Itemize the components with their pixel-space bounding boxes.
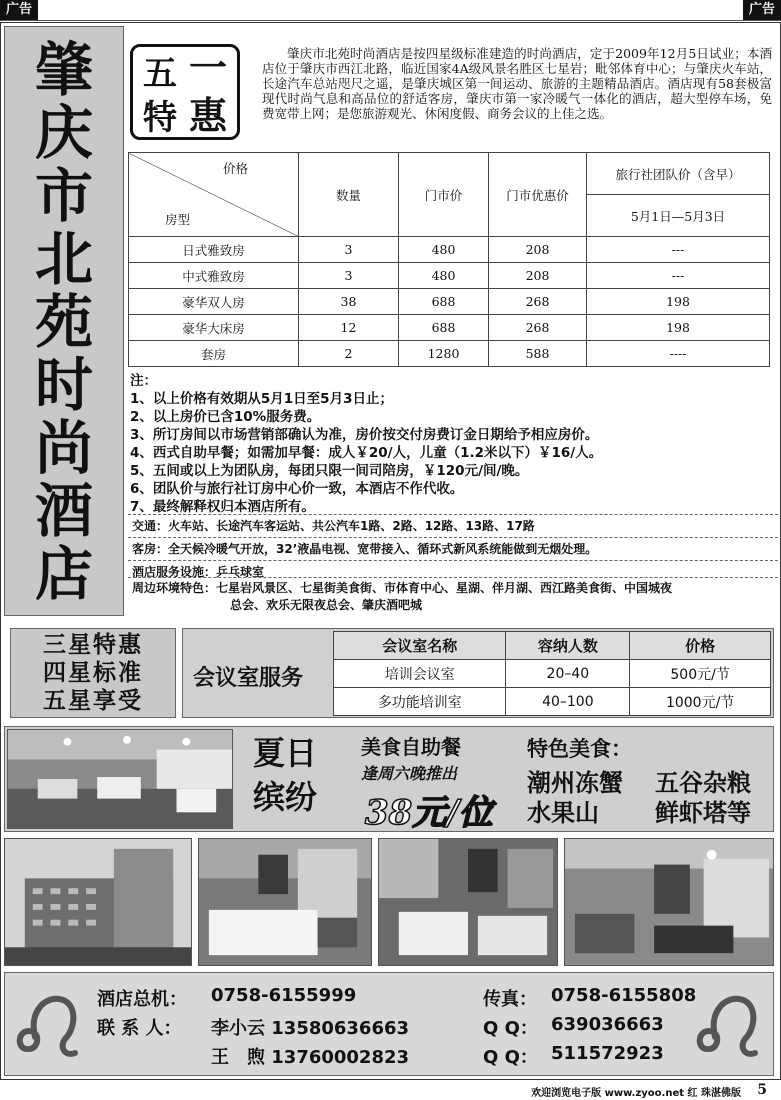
col-group-date: 5月1日—5月3日 <box>587 195 770 237</box>
twin-room-photo <box>378 838 558 966</box>
summer-title-line1: 夏日 <box>253 734 318 772</box>
dashed-divider <box>128 577 778 578</box>
qq-label: Q Q： <box>483 1018 538 1039</box>
cell-discount: 268 <box>489 315 587 341</box>
cell-room-type: 日式雅致房 <box>129 237 299 263</box>
meeting-col-name: 会议室名称 <box>334 632 506 660</box>
table-row <box>129 237 770 263</box>
table-row <box>129 315 770 341</box>
specialty-label: 特色美食： <box>527 737 632 761</box>
contact-person-2: 王 煦 13760002823 <box>211 1047 410 1068</box>
cell-rack: 480 <box>399 263 489 289</box>
fax-number: 0758-6155808 <box>551 985 697 1006</box>
cell-room-type: 套房 <box>129 341 299 367</box>
cell-room-type: 豪华双人房 <box>129 289 299 315</box>
title-char: 店 <box>34 540 93 608</box>
badge-char: 一 <box>189 46 228 90</box>
star-slogans <box>10 628 176 718</box>
footer-text: 欢迎浏览电子版 www.zyoo.net 红 珠湛佛版 <box>531 1088 741 1099</box>
cell-room-type: 豪华大床房 <box>129 315 299 341</box>
note-item: 6、团队价与旅行社订房中心价一致，本酒店不作代收。 <box>130 481 464 497</box>
surroundings-line: 周边环境特色：七星岩风景区、七星街美食街、市体育中心、星湖、伴月湖、西江路美食街、中国城夜 <box>132 581 673 595</box>
note-item: 2、以上房价已含10%服务费。 <box>130 409 321 425</box>
food-item: 鲜虾塔等 <box>655 799 751 827</box>
note-item: 4、西式自助早餐；如需加早餐：成人￥20/人，儿童（1.2米以下）￥16/人。 <box>130 445 603 461</box>
cell-group: --- <box>587 263 770 289</box>
slogan-line: 四星标准 <box>43 660 143 686</box>
cell-discount: 208 <box>489 237 587 263</box>
food-item: 潮州冻蟹 <box>527 769 623 797</box>
qq-number-1: 639036663 <box>551 1014 664 1035</box>
note-item: 1、以上价格有效期从5月1日至5月3日止； <box>130 391 393 407</box>
restaurant-photo <box>7 729 233 829</box>
leo-symbol-icon <box>15 991 89 1061</box>
dashed-divider <box>128 514 778 515</box>
cell-qty: 2 <box>299 341 399 367</box>
cell-discount: 268 <box>489 289 587 315</box>
cell-group: 198 <box>587 315 770 341</box>
notes-block <box>130 372 770 516</box>
cell-group: 198 <box>587 289 770 315</box>
cell-rack: 1280 <box>399 341 489 367</box>
corner-price-label: 价格 <box>222 161 248 176</box>
notes-heading: 注： <box>130 373 157 389</box>
col-group: 旅行社团队价（含早） <box>587 153 770 195</box>
guest-room-photo <box>198 838 372 966</box>
col-qty: 数量 <box>299 153 399 237</box>
badge-char: 惠 <box>189 94 228 138</box>
badge-char: 特 <box>143 98 177 138</box>
meeting-cell-price: 1000元/节 <box>630 688 771 716</box>
table-row <box>129 289 770 315</box>
title-char: 北 <box>34 225 93 293</box>
title-char: 肇 <box>34 36 93 104</box>
ad-label-left: 广告 <box>0 0 38 20</box>
cell-qty: 3 <box>299 237 399 263</box>
dashed-divider <box>128 560 778 561</box>
hotline-label: 酒店总机： <box>97 989 187 1010</box>
meeting-cell-price: 500元/节 <box>630 660 771 688</box>
col-discount: 门市优惠价 <box>489 153 587 237</box>
corner-room-label: 房型 <box>165 212 191 227</box>
cell-rack: 688 <box>399 289 489 315</box>
room-price-table <box>128 152 770 367</box>
meeting-col-price: 价格 <box>630 632 771 660</box>
may-day-badge <box>130 44 240 140</box>
top-rule <box>0 20 781 21</box>
title-char: 市 <box>34 162 93 230</box>
title-char: 尚 <box>34 414 93 482</box>
facility-info: 酒店服务设施：乒乓球室 <box>132 565 265 579</box>
qq-number-2: 511572923 <box>551 1043 664 1064</box>
table-row <box>334 660 771 688</box>
food-item: 水果山 <box>527 799 599 827</box>
surroundings-line: 总会、欢乐无限夜总会、肇庆酒吧城 <box>230 598 423 612</box>
cell-qty: 3 <box>299 263 399 289</box>
meeting-title: 会议室服务 <box>193 666 304 691</box>
cell-qty: 38 <box>299 289 399 315</box>
meeting-cell-name: 多功能培训室 <box>334 688 506 716</box>
note-item: 5、五间或以上为团队房，每团只限一间司陪房，￥120元/间/晚。 <box>130 463 529 479</box>
title-char: 苑 <box>34 288 93 356</box>
contact-box <box>4 972 774 1076</box>
page-number: 5 <box>757 1082 767 1098</box>
contact-person-1: 李小云 13580636663 <box>211 1018 410 1039</box>
cell-group: --- <box>587 237 770 263</box>
col-rack: 门市价 <box>399 153 489 237</box>
summer-buffet-banner <box>4 726 774 832</box>
corner-header-cell <box>129 153 299 237</box>
meeting-header-row <box>334 632 771 660</box>
buffet-label: 美食自助餐 <box>361 735 461 759</box>
title-char: 酒 <box>34 477 93 545</box>
meeting-col-capacity: 容纳人数 <box>506 632 630 660</box>
meeting-table <box>333 631 771 716</box>
cell-discount: 208 <box>489 263 587 289</box>
note-item: 7、最终解释权归本酒店所有。 <box>130 499 315 515</box>
cell-discount: 588 <box>489 341 587 367</box>
slogan-line: 三星特惠 <box>43 632 143 658</box>
title-char: 庆 <box>34 99 93 167</box>
badge-char: 五 <box>143 54 177 94</box>
ad-label-right: 广告 <box>743 0 781 20</box>
slogan-line: 五星享受 <box>43 688 143 714</box>
meeting-cell-capacity: 20–40 <box>506 660 630 688</box>
meeting-cell-name: 培训会议室 <box>334 660 506 688</box>
cell-qty: 12 <box>299 315 399 341</box>
traffic-info: 交通：火车站、长途汽车客运站、共公汽车1路、2路、12路、13路、17路 <box>132 519 535 533</box>
page-footer <box>0 1082 781 1100</box>
dashed-divider <box>128 537 778 538</box>
summer-title-line2: 缤纷 <box>253 778 318 816</box>
meeting-room-box <box>182 628 774 718</box>
suite-photo <box>564 838 774 966</box>
qq-label: Q Q： <box>483 1047 538 1068</box>
hotel-intro: 肇庆市北苑时尚酒店是按四星级标准建造的时尚酒店，定于2009年12月5日试业；本酒店位于肇庆市西江北路，临近国家4A级风景名胜区七星岩；毗邻体育中心；与肇庆火车站，长途汽车总站咫尺之遥，是肇庆城区第一间运动、旅游的主题精品酒店。酒店现有58套极富现代时尚气息和高品位的舒适客房，肇庆市第一家冷暖气一体化的酒店，超大型停车场，免费宽带上网；是您旅游观光、休闲度假、商务会议的上佳之选。 <box>262 46 772 121</box>
room-info: 客房：全天候冷暖气开放，32’液晶电视、宽带接入、循环式新风系统能做到无烟处理。 <box>132 542 598 556</box>
table-row <box>129 341 770 367</box>
table-row <box>334 688 771 716</box>
contact-person-label: 联 系 人： <box>97 1018 182 1039</box>
weekly-label: 逢周六晚推出 <box>361 764 458 783</box>
cell-rack: 480 <box>399 237 489 263</box>
table-row <box>129 263 770 289</box>
meeting-cell-capacity: 40–100 <box>506 688 630 716</box>
surroundings-info <box>132 580 772 614</box>
table-header-row <box>129 153 770 195</box>
buffet-price: 38元/位 <box>365 793 493 833</box>
title-char: 时 <box>34 351 93 419</box>
fax-label: 传真： <box>483 989 537 1010</box>
hotel-title-band <box>4 26 124 616</box>
hotel-exterior-photo <box>4 838 192 966</box>
cell-group: ---- <box>587 341 770 367</box>
cell-room-type: 中式雅致房 <box>129 263 299 289</box>
leo-symbol-icon <box>695 991 769 1061</box>
food-item: 五谷杂粮 <box>655 769 751 797</box>
note-item: 3、所订房间以市场营销部确认为准，房价按交付房费订金日期给予相应房价。 <box>130 427 599 443</box>
cell-rack: 688 <box>399 315 489 341</box>
hotline-number: 0758-6155999 <box>211 985 357 1006</box>
